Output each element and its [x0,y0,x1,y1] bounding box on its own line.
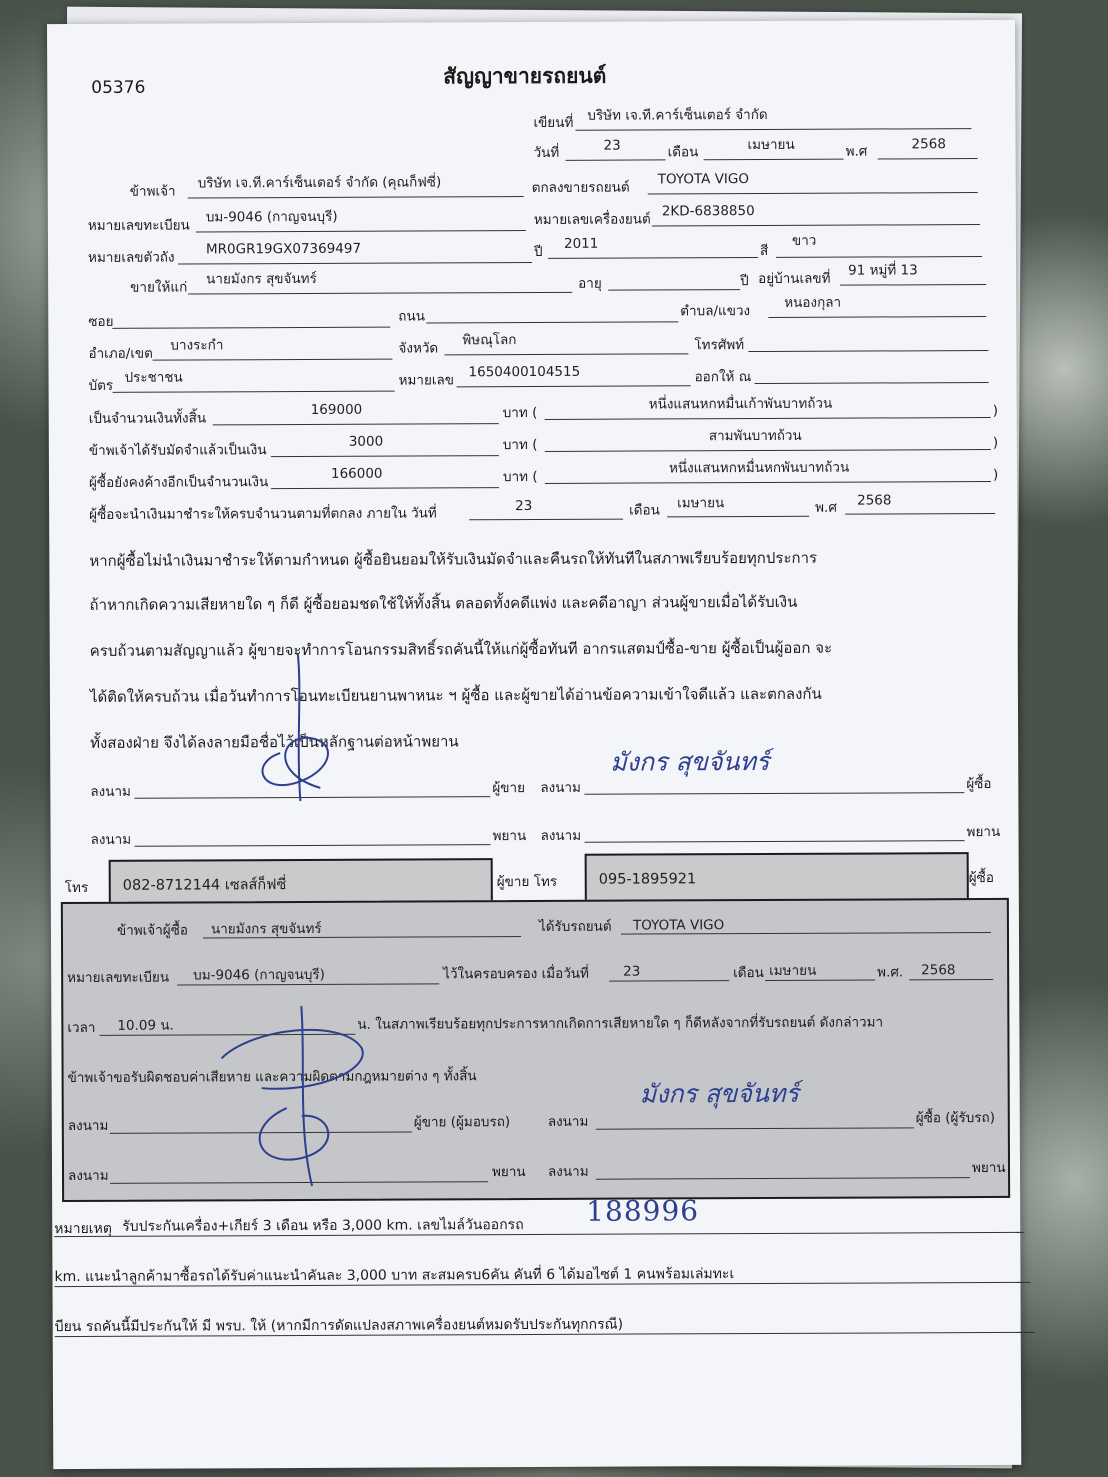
receipt-time: 10.09 น. [117,1017,174,1034]
seller-signature-scribble [240,643,361,804]
receipt-car: TOYOTA VIGO [632,917,725,934]
terms-line: หากผู้ซื้อไม่นำเงินมาชำระให้ตามกำหนด ผู้ซื้อยินยอมให้รับเงินมัดจำและคืนรถให้ทันทีในสภาพเรียบร้อยทุกประการ [89,548,818,570]
card-label: บัตร [88,377,114,394]
reg-value: บม-9046 (กาญจนบุรี) [205,208,338,226]
age-unit: ปี [740,273,749,290]
soi-label: ซอย [88,313,114,330]
date-label: วันที่ [533,144,560,161]
contract-paper [47,20,1021,1469]
due-month: เมษายน [677,495,725,512]
issued-label: ออกให้ ณ [694,369,752,386]
seller-label: ข้าพเจ้า [129,183,176,200]
due-year-label: พ.ศ [815,499,837,516]
received-label: ได้รับรถยนต์ [538,918,612,935]
receipt-reg: บม-9046 (กาญจนบุรี) [193,966,325,984]
receipt-buyer-name: นายมังกร สุขจันทร์ [210,920,322,938]
remarks-line2: km. แนะนำลูกค้ามาซื้อรถได้รับค่าแนะนำคันละ 3,000 บาท สะสมครบ6คัน คันที่ 6 ได้มอไซต์ 1 คนพร้อมเล่มทะเ [54,1266,735,1286]
receipt-buyer-signature: มังกร สุขจันทร์ [639,1078,799,1109]
total-close-paren: ) [992,402,999,419]
receipt-buyer-sign-label: ลงนาม [547,1113,589,1130]
witness2-sign-label: ลงนาม [540,827,582,844]
receipt-year: 2568 [921,962,956,979]
buyer-card: ประชาชน [124,369,183,386]
subdistrict-label: ตำบล/แขวง [680,303,751,320]
remarks-line3: บียน รถคันนี้มีประกันให้ มี พรบ. ให้ (หากมีการดัดแปลงสภาพเครื่องยนต์หมดรับประกันทุกกรณี) [54,1316,624,1336]
seller-phone-label: โทร [64,879,89,897]
total-label: เป็นจำนวนเงินทั้งสิ้น [88,410,207,427]
seller-sign-label: ลงนาม [90,783,131,800]
terms-line: ได้ติดให้ครบถ้วน เมื่อวันทำการโอนทะเบียนยานพาหนะ ฯ ผู้ซื้อ และผู้ขายได้อ่านข้อความเข้าใจดีแล้ว และตกลงกัน [89,684,822,706]
remarks-label: หมายเหตุ [54,1220,112,1238]
witness2-role-label: พยาน [966,823,1001,841]
date-year: 2568 [911,136,946,153]
remaining-label: ผู้ซื้อยังคงค้างอีกเป็นจำนวนเงิน [88,474,269,491]
vehicle-color: ขาว [791,232,817,249]
terms-line: ทั้งสองฝ่าย จึงได้ลงลายมือชื่อไว้เป็นหลักฐานต่อหน้าพยาน [90,732,459,752]
vehicle-year: 2011 [563,235,599,252]
buyer-phone: 095-1895921 [598,871,697,888]
due-month-label: เดือน [629,502,660,519]
liability-text: ข้าพเจ้าขอรับผิดชอบค่าเสียหาย และความผิดตามกฎหมายต่าง ๆ ทั้งสิ้น [67,1068,477,1087]
road-label: ถนน [398,308,425,325]
deposit-baht-label: บาท ( [502,436,538,454]
sell-to-label: ขายให้แก่ [130,279,188,296]
receipt-reg-label: หมายเลขทะเบียน [67,969,170,987]
remaining-baht-label: บาท ( [502,468,538,486]
buyer-phone-box [585,852,969,904]
receipt-witness-sign-label: ลงนาม [67,1167,109,1185]
receipt-witness2-label: พยาน [971,1159,1006,1177]
buyer-subdistrict: หนองกุลา [784,294,842,311]
receipt-day: 23 [623,963,641,980]
due-year: 2568 [857,492,892,509]
mileage-handwritten: 188996 [586,1194,700,1228]
date-day: 23 [603,137,621,154]
age-label: อายุ [578,275,602,292]
seller-phone: 082-8712144 เซลส์ก็ฟซี่ [122,877,287,894]
phone-label: โทรศัพท์ [694,337,745,354]
engine-value: 2KD-6838850 [661,203,755,220]
deposit-close-paren: ) [992,434,999,451]
buyer-id: 1650400104515 [468,363,581,381]
total-baht-label: บาท ( [502,404,538,422]
agree-sell-label: ตกลงขายรถยนต์ [531,179,630,196]
seller-role-label: ผู้ขาย [492,780,526,797]
buyer-address: 91 หมู่ที่ 13 [848,262,918,279]
buyer-signature: มังกร สุขจันทร์ [610,746,770,777]
written-at-label: เขียนที่ [533,114,574,131]
remaining-close-paren: ) [992,466,999,483]
time-label: เวลา [67,1019,96,1037]
page-title: สัญญาขายรถยนต์ [443,63,607,89]
id-label: หมายเลข [398,372,455,389]
reg-label: หมายเลขทะเบียน [87,217,190,234]
date-month: เมษายน [747,136,795,154]
seller-car: TOYOTA VIGO [657,171,750,188]
witness-role-label: พยาน [492,828,527,845]
deposit-amount: 3000 [348,433,384,450]
buyer-sign-label: ลงนาม [540,779,581,796]
month-label: เดือน [667,144,699,161]
receipt-month: เมษายน [769,962,817,979]
buyer-receive-label: ผู้ซื้อ (ผู้รับรถ) [915,1109,995,1127]
possession-label: ไว้ในครอบครอง เมื่อวันที่ [443,965,589,983]
due-day: 23 [515,497,533,515]
receipt-witness2-sign-label: ลงนาม [547,1163,589,1180]
receipt-year-label: พ.ศ. [877,964,904,981]
buyer-province: พิษณุโลก [462,332,517,349]
remaining-amount: 166000 [330,465,383,482]
province-label: จังหวัด [398,340,439,357]
total-amount: 169000 [310,401,363,418]
document-number: 05376 [91,77,146,98]
remaining-words: หนึ่งแสนหกหมื่นหกพันบาทถ้วน [668,459,850,477]
address-label: อยู่บ้านเลขที่ [758,270,831,288]
remarks-line1: รับประกันเครื่อง+เกียร์ 3 เดือน หรือ 3,000 km. เลขไมล์วันออกรถ [122,1217,524,1235]
buyer-name: นายมังกร สุขจันทร์ [206,270,317,288]
receipt-buyer-label: ข้าพเจ้าผู้ซื้อ [116,922,188,939]
seller-name: บริษัท เจ.ที.คาร์เซ็นเตอร์ จำกัด (คุณก็ฟซี่) [197,174,442,192]
vehicle-year-label: ปี [533,243,543,260]
chassis-value: MR0GR19GX07369497 [205,240,362,258]
written-at-value: บริษัท เจ.ที.คาร์เซ็นเตอร์ จำกัด [587,106,768,124]
receipt-seller-signature-scribble [201,998,382,1189]
receipt-month-label: เดือน [733,964,764,982]
district-label: อำเภอ/เขต [88,345,153,362]
witness-sign-label: ลงนาม [90,831,132,848]
year-label: พ.ศ [845,143,868,160]
buyer-district: บางระกำ [170,337,224,354]
condition-text: น. ในสภาพเรียบร้อยทุกประการหากเกิดการเสียหายใด ๆ ก็ดีหลังจากที่รับรถยนต์ ดังกล่าวมา [357,1014,884,1033]
buyer-phone-suffix: ผู้ซื้อ [968,869,994,887]
color-label: สี [759,242,769,260]
receipt-seller-sign-label: ลงนาม [67,1117,109,1135]
engine-label: หมายเลขเครื่องยนต์ [533,211,651,228]
due-label: ผู้ซื้อจะนำเงินมาชำระให้ครบจำนวนตามที่ตกลง ภายใน วันที่ [89,505,437,523]
buyer-role-label: ผู้ซื้อ [966,775,992,793]
chassis-label: หมายเลขตัวถัง [87,249,175,266]
seller-deliver-label: ผู้ขาย (ผู้มอบรถ) [413,1114,511,1131]
terms-line: ถ้าหากเกิดความเสียหายใด ๆ ก็ดี ผู้ซื้อยอมชดใช้ให้ทั้งสิ้น ตลอดทั้งคดีแพ่ง และคดีอาญา ส่วนผู้ขายเมื่อได้รับเงิน [89,592,798,614]
deposit-words: สามพันบาทถ้วน [708,427,802,445]
total-words: หนึ่งแสนหกหมื่นเก้าพันบาทถ้วน [648,395,833,413]
terms-line: ครบถ้วนตามสัญญาแล้ว ผู้ขายจะทำการโอนกรรมสิทธิ์รถคันนี้ให้แก่ผู้ซื้อทันที อากรแสตมป์ซื้อ-ขาย ผู้ซื้อเป็นผู้ออก จะ [89,638,833,660]
deposit-label: ข้าพเจ้าได้รับมัดจำแล้วเป็นเงิน [88,442,267,459]
receipt-witness-label: พยาน [491,1164,526,1181]
seller-phone-suffix: ผู้ขาย โทร [496,873,558,891]
